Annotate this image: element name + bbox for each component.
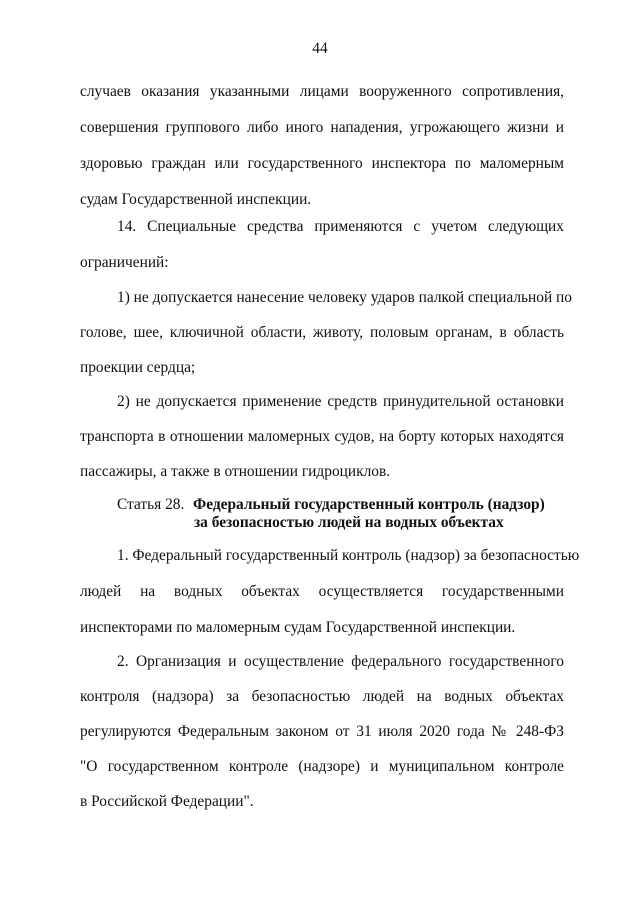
paragraph-line: пассажиры, а также в отношении гидроциклов. [80, 463, 391, 480]
paragraph-line: 14. Специальные средства применяются с учетом следующих [117, 218, 564, 235]
paragraph-line: контроля (надзора) за безопасностью людей на водных объектах [80, 688, 564, 705]
article-title-line: за безопасностью людей на водных объектах [194, 514, 504, 531]
paragraph-line: "О государственном контроле (надзоре) и муниципальном контроле [80, 758, 564, 775]
paragraph-line: инспекторами по маломерным судам Государственной инспекции. [80, 619, 516, 636]
paragraph-line: 2) не допускается применение средств принудительной остановки [117, 393, 564, 410]
paragraph-line: совершения группового либо иного нападения, угрожающего жизни и [80, 119, 564, 136]
paragraph-line: судам Государственной инспекции. [80, 191, 312, 208]
paragraph-line: 1. Федеральный государственный контроль (надзор) за безопасностью [117, 547, 580, 564]
page-number: 44 [312, 40, 328, 57]
paragraph-line: голове, шее, ключичной области, животу, половым органам, в область [80, 324, 564, 341]
paragraph-line: 1) не допускается нанесение человеку ударов палкой специальной по [117, 289, 572, 306]
paragraph-line: регулируются Федеральным законом от 31 июля 2020 года № 248-ФЗ [80, 723, 564, 740]
paragraph-line: людей на водных объектах осуществляется государственными [80, 583, 564, 600]
article-label: Статья 28. [117, 496, 185, 513]
paragraph-line: здоровью граждан или государственного инспектора по маломерным [80, 155, 564, 172]
paragraph-line: случаев оказания указанными лицами вооруженного сопротивления, [80, 83, 564, 100]
paragraph-line: ограничений: [80, 254, 169, 271]
paragraph-line: проекции сердца; [80, 359, 196, 376]
paragraph-line: в Российской Федерации". [80, 793, 254, 810]
paragraph-line: транспорта в отношении маломерных судов, на борту которых находятся [80, 428, 564, 445]
paragraph-line: 2. Организация и осуществление федерального государственного [117, 653, 564, 670]
article-title-line: Федеральный государственный контроль (надзор) [193, 496, 545, 513]
